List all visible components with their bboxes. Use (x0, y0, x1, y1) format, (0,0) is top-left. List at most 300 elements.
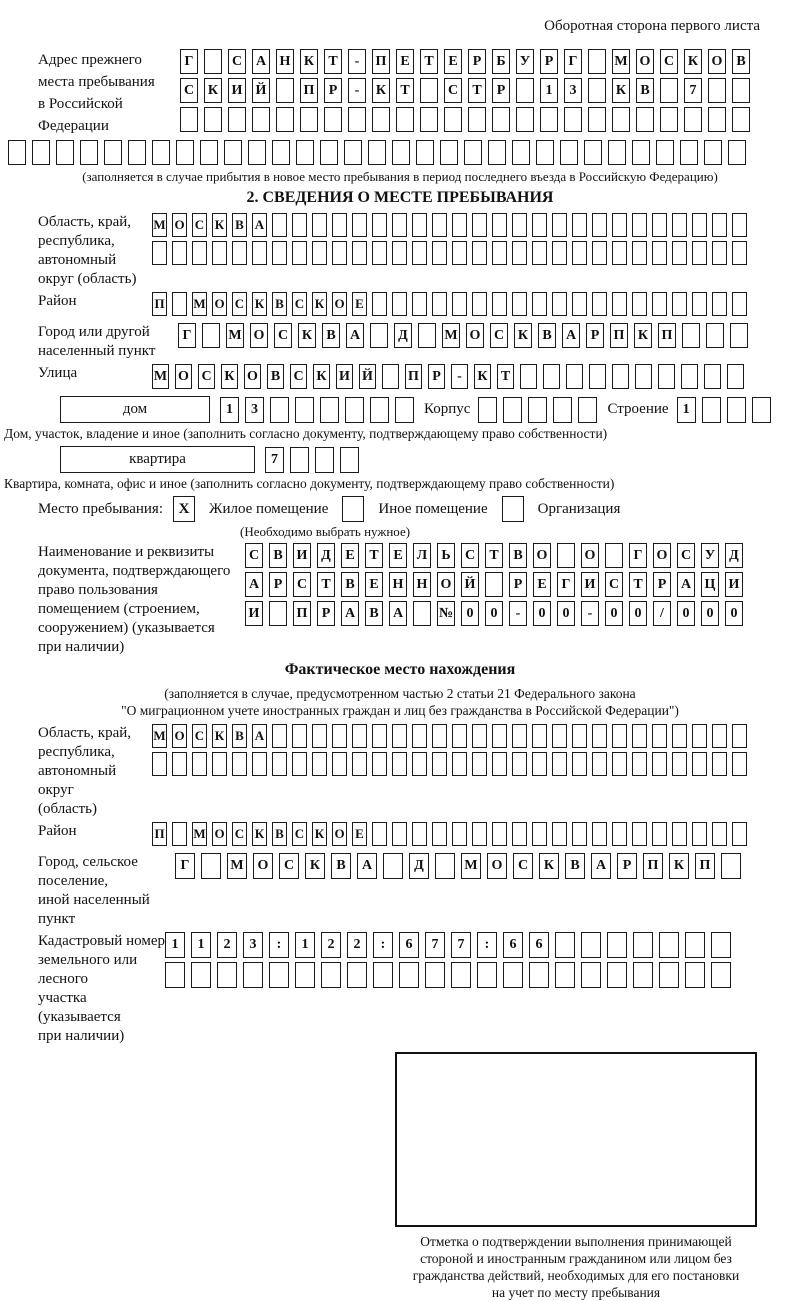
char-box (232, 752, 247, 776)
char-box: Ц (701, 572, 719, 597)
char-box (243, 962, 263, 988)
char-box (432, 292, 447, 316)
char-box (608, 140, 626, 165)
char-box (452, 241, 467, 265)
label-line: участка (указывается (38, 990, 121, 1025)
char-box: К (474, 364, 491, 389)
char-box (543, 364, 560, 389)
char-box: О (253, 853, 273, 879)
char-box (472, 241, 487, 265)
street-row (152, 364, 750, 389)
char-box: В (341, 572, 359, 597)
label-line: стороной и иностранным гражданином или лицом без (420, 1251, 732, 1266)
label-line: Отметка о подтверждении выполнения принимающей (420, 1234, 732, 1249)
char-box: М (152, 213, 167, 237)
char-box (212, 241, 227, 265)
fact-city-row (175, 853, 747, 925)
char-box (607, 962, 627, 988)
char-box: А (341, 601, 359, 626)
char-box (711, 962, 731, 988)
char-box (564, 107, 582, 132)
char-box: П (152, 292, 167, 316)
char-box: В (232, 724, 247, 748)
char-box (451, 962, 471, 988)
char-box: 7 (684, 78, 702, 103)
char-box (588, 49, 606, 74)
char-box (512, 292, 527, 316)
fact-district-label: Район (38, 823, 77, 839)
label-line: Город или другой (38, 324, 150, 340)
char-box: - (348, 78, 366, 103)
char-box: Б (492, 49, 510, 74)
char-box: А (252, 724, 267, 748)
region-field (0, 213, 800, 289)
char-box: И (581, 572, 599, 597)
stay-type-option-organization: Организация (537, 500, 621, 517)
label-line: Кадастровый номер (38, 933, 165, 949)
char-box (248, 140, 266, 165)
char-box: С (292, 822, 307, 846)
char-box (201, 853, 221, 879)
prev-address-field (0, 49, 800, 137)
char-box (32, 140, 50, 165)
char-box (560, 140, 578, 165)
char-box: С (290, 364, 307, 389)
char-box: К (514, 323, 532, 348)
char-box: 7 (451, 932, 471, 958)
char-box: В (267, 364, 284, 389)
region-row-1 (152, 213, 752, 237)
apartment-type-box: квартира (60, 446, 255, 473)
char-box: А (357, 853, 377, 879)
char-box (492, 292, 507, 316)
char-box (204, 49, 222, 74)
char-box: К (612, 78, 630, 103)
char-box (8, 140, 26, 165)
char-box (172, 752, 187, 776)
char-box (632, 140, 650, 165)
char-box: Т (365, 543, 383, 568)
char-box (464, 140, 482, 165)
char-box (633, 962, 653, 988)
char-box (296, 140, 314, 165)
char-box: 3 (245, 397, 264, 423)
char-box: И (725, 572, 743, 597)
char-box (372, 752, 387, 776)
char-box (200, 140, 218, 165)
char-box: Р (324, 78, 342, 103)
char-box: Г (557, 572, 575, 597)
char-box (532, 724, 547, 748)
house-note: Дом, участок, владение и иное (заполнить согласно документу, подтверждающему право собственности) (4, 426, 608, 441)
char-box: 0 (725, 601, 743, 626)
char-box: Т (485, 543, 503, 568)
char-box (633, 932, 653, 958)
char-box: 0 (629, 601, 647, 626)
char-box: 2 (321, 932, 341, 958)
char-box (272, 752, 287, 776)
char-box (352, 213, 367, 237)
char-box (372, 292, 387, 316)
char-box: К (634, 323, 652, 348)
char-box (635, 364, 652, 389)
char-box (152, 140, 170, 165)
char-box: К (221, 364, 238, 389)
char-box (420, 107, 438, 132)
char-box (292, 752, 307, 776)
char-box: К (313, 364, 330, 389)
char-box: - (581, 601, 599, 626)
char-box (632, 292, 647, 316)
apartment-note: Квартира, комната, офис и иное (заполнить согласно документу, подтверждающему право собственности) (4, 476, 615, 491)
char-box (432, 213, 447, 237)
stay-type-option-residential: Жилое помещение (209, 500, 329, 517)
char-box (588, 78, 606, 103)
char-box (420, 78, 438, 103)
region-grid (152, 213, 752, 289)
label-line: право пользования (38, 582, 158, 598)
char-box (392, 822, 407, 846)
cadastre-row-2 (165, 962, 737, 988)
char-box: О (332, 822, 347, 846)
fact-district-field (0, 822, 800, 850)
prev-address-row-4 (0, 140, 800, 165)
doc-row-2 (245, 572, 749, 597)
district-field (0, 292, 800, 320)
prev-address-grid (180, 49, 756, 137)
char-box (312, 213, 327, 237)
char-box (552, 822, 567, 846)
doc-label (38, 543, 245, 657)
char-box (412, 213, 427, 237)
char-box (727, 364, 744, 389)
label-line: иной населенный пункт (38, 892, 150, 927)
char-box (152, 241, 167, 265)
char-box (672, 241, 687, 265)
char-box (276, 78, 294, 103)
char-box (652, 241, 667, 265)
char-box: Р (653, 572, 671, 597)
char-box (503, 962, 523, 988)
char-box (632, 241, 647, 265)
char-box (732, 78, 750, 103)
char-box: С (292, 292, 307, 316)
char-box: О (175, 364, 192, 389)
char-box: 0 (485, 601, 503, 626)
char-box: Д (725, 543, 743, 568)
char-box (440, 140, 458, 165)
char-box (202, 323, 220, 348)
char-box (452, 724, 467, 748)
char-box (692, 241, 707, 265)
char-box: 1 (191, 932, 211, 958)
label-line: гражданства действий, необходимых для его постановки (412, 1268, 740, 1283)
char-box (172, 292, 187, 316)
char-box: С (192, 724, 207, 748)
char-box (212, 752, 227, 776)
char-box (732, 241, 747, 265)
char-box (692, 213, 707, 237)
char-box: Р (540, 49, 558, 74)
char-box (368, 140, 386, 165)
district-label: Район (38, 293, 77, 309)
char-box (732, 724, 747, 748)
char-box: Т (497, 364, 514, 389)
char-box (472, 724, 487, 748)
char-box (612, 292, 627, 316)
char-box: М (442, 323, 460, 348)
label-line: места пребывания (38, 74, 155, 90)
char-box (372, 107, 390, 132)
char-box (685, 932, 705, 958)
char-box: В (538, 323, 556, 348)
char-box (392, 140, 410, 165)
char-box (520, 364, 537, 389)
char-box (412, 822, 427, 846)
char-box: В (232, 213, 247, 237)
prev-address-row-1 (180, 49, 756, 74)
char-box: Г (180, 49, 198, 74)
char-box (552, 752, 567, 776)
char-box: : (269, 932, 289, 958)
korpus-label: Корпус (424, 401, 471, 417)
char-box (512, 213, 527, 237)
char-box (372, 822, 387, 846)
char-box: 6 (529, 932, 549, 958)
char-box (702, 397, 721, 423)
char-box (228, 107, 246, 132)
char-box (652, 292, 667, 316)
char-box (684, 107, 702, 132)
char-box (320, 140, 338, 165)
house-row (0, 396, 800, 423)
char-box: А (591, 853, 611, 879)
char-box (652, 213, 667, 237)
char-box: А (252, 213, 267, 237)
char-box: К (372, 78, 390, 103)
char-box: И (228, 78, 246, 103)
char-box (452, 752, 467, 776)
char-box (372, 213, 387, 237)
label-line: округ (область) (38, 271, 137, 287)
char-box: А (562, 323, 580, 348)
char-box (352, 241, 367, 265)
stay-type-label: Место пребывания: (38, 500, 163, 517)
char-box (529, 962, 549, 988)
char-box (320, 397, 339, 423)
char-box (632, 724, 647, 748)
char-box (708, 78, 726, 103)
char-box: А (346, 323, 364, 348)
char-box: О (250, 323, 268, 348)
char-box (572, 752, 587, 776)
char-box (516, 78, 534, 103)
label-line: Адрес прежнего (38, 52, 142, 68)
back-side-note: Оборотная сторона первого листа (544, 18, 760, 34)
char-box (584, 140, 602, 165)
label-line: помещением (строением, (38, 601, 200, 617)
char-box: В (565, 853, 585, 879)
char-box: А (389, 601, 407, 626)
char-box (252, 752, 267, 776)
char-box (425, 962, 445, 988)
fact-region-row-2 (152, 752, 752, 776)
char-box: 7 (425, 932, 445, 958)
char-box: П (658, 323, 676, 348)
char-box (656, 140, 674, 165)
char-box (295, 397, 314, 423)
fact-district-row (152, 822, 752, 846)
char-box (492, 822, 507, 846)
char-box: 2 (347, 932, 367, 958)
char-box: С (245, 543, 263, 568)
char-box (492, 241, 507, 265)
char-box (692, 292, 707, 316)
house-number-cells (220, 397, 420, 423)
char-box (468, 107, 486, 132)
char-box (672, 752, 687, 776)
char-box: К (252, 822, 267, 846)
char-box (692, 724, 707, 748)
char-box (432, 241, 447, 265)
char-box (418, 323, 436, 348)
char-box: Г (629, 543, 647, 568)
char-box: 0 (677, 601, 695, 626)
char-box (672, 213, 687, 237)
char-box: Е (389, 543, 407, 568)
char-box: - (348, 49, 366, 74)
char-box: 0 (533, 601, 551, 626)
char-box: К (669, 853, 689, 879)
char-box (557, 543, 575, 568)
char-box: 3 (243, 932, 263, 958)
char-box: М (192, 292, 207, 316)
label-line: автономный (38, 252, 117, 268)
char-box (452, 822, 467, 846)
char-box (56, 140, 74, 165)
char-box (727, 397, 746, 423)
char-box (300, 107, 318, 132)
char-box: С (660, 49, 678, 74)
stay-type-checkbox-organization (502, 496, 524, 522)
char-box: 0 (557, 601, 575, 626)
city-row (178, 323, 754, 357)
char-box: О (172, 724, 187, 748)
char-box (272, 140, 290, 165)
doc-field (0, 543, 800, 657)
char-box (732, 292, 747, 316)
char-box: 1 (540, 78, 558, 103)
char-box (732, 107, 750, 132)
char-box: М (227, 853, 247, 879)
stay-type-row (0, 496, 800, 522)
char-box (416, 140, 434, 165)
char-box (712, 822, 727, 846)
district-row (152, 292, 752, 316)
char-box (413, 601, 431, 626)
char-box (315, 447, 334, 473)
char-box (372, 724, 387, 748)
char-box (412, 241, 427, 265)
char-box (704, 140, 722, 165)
char-box: Л (413, 543, 431, 568)
char-box: С (274, 323, 292, 348)
stay-type-checkbox-other (342, 496, 364, 522)
char-box (555, 932, 575, 958)
char-box (592, 724, 607, 748)
char-box (352, 724, 367, 748)
char-box: М (461, 853, 481, 879)
char-box (578, 397, 597, 423)
char-box (392, 213, 407, 237)
char-box (512, 752, 527, 776)
char-box: С (293, 572, 311, 597)
char-box (672, 292, 687, 316)
char-box: Е (365, 572, 383, 597)
char-box (412, 752, 427, 776)
char-box (344, 140, 362, 165)
char-box: Н (413, 572, 431, 597)
char-box (681, 364, 698, 389)
house-type-box: дом (60, 396, 210, 423)
char-box: : (373, 932, 393, 958)
char-box: М (152, 724, 167, 748)
char-box (270, 397, 289, 423)
street-field (0, 364, 800, 393)
street-label: Улица (38, 365, 78, 381)
char-box (652, 724, 667, 748)
char-box (632, 822, 647, 846)
char-box: 7 (265, 447, 284, 473)
char-box (224, 140, 242, 165)
cadastre-label (38, 932, 165, 1046)
char-box (392, 292, 407, 316)
label-line: при наличии) (38, 1028, 125, 1044)
char-box: К (312, 292, 327, 316)
char-box (588, 107, 606, 132)
char-box: 1 (295, 932, 315, 958)
char-box (532, 822, 547, 846)
char-box (532, 213, 547, 237)
char-box (232, 241, 247, 265)
char-box: О (653, 543, 671, 568)
char-box (592, 752, 607, 776)
char-box: Е (444, 49, 462, 74)
char-box: 2 (217, 932, 237, 958)
char-box (572, 724, 587, 748)
char-box (444, 107, 462, 132)
char-box (592, 213, 607, 237)
stay-type-note: (Необходимо выбрать нужное) (240, 524, 411, 539)
char-box (566, 364, 583, 389)
char-box (612, 822, 627, 846)
char-box: О (212, 822, 227, 846)
char-box (632, 752, 647, 776)
char-box (555, 962, 575, 988)
char-box (172, 822, 187, 846)
char-box (607, 932, 627, 958)
char-box (472, 752, 487, 776)
char-box (180, 107, 198, 132)
char-box: Г (178, 323, 196, 348)
char-box (732, 752, 747, 776)
char-box (191, 962, 211, 988)
char-box (659, 962, 679, 988)
char-box: Е (533, 572, 551, 597)
char-box (540, 107, 558, 132)
char-box (672, 822, 687, 846)
apartment-row (0, 446, 800, 473)
